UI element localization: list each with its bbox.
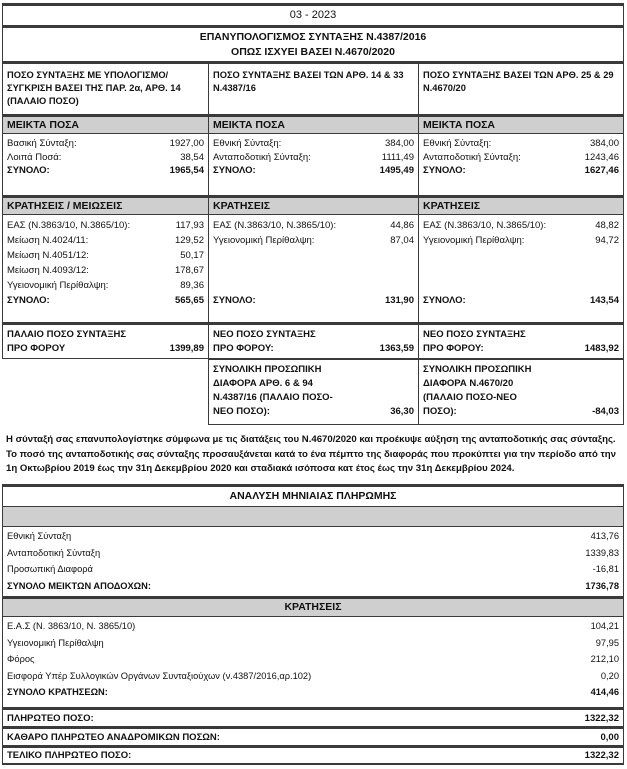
payable-amount-row	[2, 707, 624, 727]
period-header	[2, 3, 624, 26]
diff-label-line: ΣΥΝΟΛΙΚΗ ΠΡΟΣΩΠΙΚΗ	[423, 364, 532, 375]
row-label: Ανταποδοτική Σύνταξη:	[423, 151, 521, 163]
row-label: ΣΥΝΟΛΟ:	[213, 165, 256, 176]
column-2-heading: ΠΟΣΟ ΣΥΝΤΑΞΗΣ ΒΑΣΕΙ ΤΩΝ ΑΡΘ. 14 & 33 Ν.4387/16	[208, 61, 419, 115]
row-label: Υγειονομική Περίθαλψη	[7, 637, 104, 648]
gross-row	[213, 137, 414, 151]
row-value: -16,81	[592, 564, 619, 574]
gross-total-row	[423, 164, 619, 178]
empty-row	[213, 263, 414, 278]
row-label: Προσωπική Διαφορά	[7, 564, 93, 574]
diff-label-line: ΔΙΑΦΟΡΑ Ν.4670/20	[423, 378, 514, 389]
row-label: ΕΑΣ (Ν.3863/10, Ν.3865/10):	[423, 220, 547, 231]
deductions-total-row	[213, 293, 414, 308]
analysis-deduction-row	[7, 618, 619, 635]
row-value: 1322,32	[584, 712, 619, 724]
title-line-2: ΟΠΩΣ ΙΣΧΥΕΙ ΒΑΣΕΙ Ν.4670/2020	[231, 46, 395, 58]
row-value: 87,04	[390, 235, 414, 246]
gross-total-row	[7, 164, 204, 178]
net-value: 1399,89	[169, 343, 204, 354]
analysis-gross-section	[2, 526, 624, 597]
deductions-total-row	[423, 293, 619, 308]
net-label-line-1: ΝΕΟ ΠΟΣΟ ΣΥΝΤΑΞΗΣ	[213, 329, 316, 340]
diff-label-line: Ν.4387/16 (ΠΑΛΑΙΟ ΠΟΣΟ-	[213, 392, 333, 403]
diff-label-line: ΔΙΑΦΟΡΑ ΑΡΘ. 6 & 94	[213, 378, 313, 389]
analysis-header	[2, 484, 624, 507]
period-label: 03 - 2023	[289, 9, 337, 21]
recalculation-note: Η σύνταξή σας επανυπολογίστηκε σύμφωνα με τις διατάξεις του Ν.4670/2020 και προέκυψε αύξηση της ανταποδοτικής σας σύνταξης. Το ποσό της ανταποδοτικής σας σύνταξης προσαυξάνεται κατά το ένα πέμπτο της διαφοράς που προκύπτει για την περίοδο από την 1η Οκτωβρίου 2019 έως την 31η Δεκεμβρίου 2020 και σταδιακά ισόποσα κατ έτος έως την 31η Δεκεμβρίου 2024.	[6, 434, 616, 474]
row-value: 212,10	[590, 654, 619, 664]
analysis-gray-bar	[2, 506, 624, 527]
retroactive-amount-row	[2, 726, 624, 746]
gross-row	[423, 137, 619, 151]
row-value: 413,76	[590, 531, 619, 541]
deductions-total-row	[7, 293, 204, 308]
column-1-net-amount	[2, 322, 209, 359]
row-label: ΕΑΣ (Ν.3863/10, Ν.3865/10):	[7, 220, 131, 231]
row-label: Υγειονομική Περίθαλψη:	[7, 280, 109, 291]
row-value: 38,54	[180, 151, 204, 163]
gross-row	[423, 151, 619, 165]
document-title	[2, 25, 624, 62]
gross-row	[7, 137, 204, 151]
row-label: Μείωση Ν.4051/12:	[7, 250, 89, 261]
row-label: Μείωση Ν.4093/12:	[7, 265, 89, 276]
row-label: Εθνική Σύνταξη	[7, 531, 72, 541]
deduction-row	[423, 218, 619, 233]
row-label: ΣΥΝΟΛΟ:	[213, 295, 256, 306]
row-value: 131,90	[384, 295, 414, 306]
column-1-gross-section	[2, 133, 209, 196]
row-label: Ανταποδοτική Σύνταξη:	[213, 151, 311, 163]
row-label: Εθνική Σύνταξη:	[423, 138, 492, 149]
diff-value: 36,30	[390, 406, 414, 417]
empty-row	[213, 278, 414, 293]
row-value: 129,52	[174, 235, 204, 246]
row-label: Υγειονομική Περίθαλψη:	[423, 235, 525, 246]
analysis-deductions-title: ΚΡΑΤΗΣΕΙΣ	[284, 601, 342, 613]
row-label: ΣΥΝΟΛΟ ΜΕΙΚΤΩΝ ΑΠΟΔΟΧΩΝ:	[7, 580, 151, 591]
analysis-title: ΑΝΑΛΥΣΗ ΜΗΝΙΑΙΑΣ ΠΛΗΡΩΜΗΣ	[229, 490, 397, 502]
analysis-row	[7, 545, 619, 562]
column-3-deductions-title: ΚΡΑΤΗΣΕΙΣ	[418, 195, 624, 215]
net-label-line-1: ΠΑΛΑΙΟ ΠΟΣΟ ΣΥΝΤΑΞΗΣ	[7, 329, 127, 340]
column-2-gross-section	[208, 133, 419, 196]
diff-row	[423, 405, 619, 419]
row-label: Λοιπά Ποσά:	[7, 151, 62, 163]
net-label-line-1: ΝΕΟ ΠΟΣΟ ΣΥΝΤΑΞΗΣ	[423, 329, 526, 340]
row-value: 1965,54	[169, 165, 204, 176]
analysis-deductions-total-row	[7, 684, 619, 701]
row-value: 565,65	[174, 295, 204, 306]
gross-row	[7, 151, 204, 165]
row-value: 1111,49	[381, 151, 414, 163]
row-value: 1495,49	[379, 165, 414, 176]
net-row	[423, 342, 619, 356]
column-3-deductions-section	[418, 214, 624, 323]
deduction-row	[7, 263, 204, 278]
row-value: 44,86	[390, 220, 414, 231]
row-label: ΣΥΝΟΛΟ ΚΡΑΤΗΣΕΩΝ:	[7, 687, 108, 697]
deduction-row	[213, 233, 414, 248]
column-2-deductions-section	[208, 214, 419, 323]
column-1-heading: ΠΟΣΟ ΣΥΝΤΑΞΗΣ ΜΕ ΥΠΟΛΟΓΙΣΜΟ/ ΣΥΓΚΡΙΣΗ ΒΑΣΕΙ ΤΗΣ ΠΑΡ. 2α, ΑΡΘ. 14 (ΠΑΛΑΙΟ ΠΟΣΟ)	[2, 61, 209, 115]
row-label: ΕΑΣ (Ν.3863/10, Ν.3865/10):	[213, 220, 337, 231]
net-value: 1483,92	[584, 343, 619, 354]
diff-label-line: (ΠΑΛΑΙΟ ΠΟΣΟ-ΝΕΟ	[423, 392, 517, 403]
row-value: 1927,00	[169, 138, 204, 149]
row-value: 414,46	[590, 687, 619, 697]
row-value: 117,93	[175, 220, 204, 231]
empty-row	[213, 248, 414, 263]
empty-row	[423, 263, 619, 278]
analysis-deductions-section	[2, 616, 624, 708]
column-1-gross-title: ΜΕΙΚΤΑ ΠΟΣΑ	[2, 114, 209, 134]
column-3-personal-difference	[418, 358, 624, 425]
diff-label-line: ΠΟΣΟ):	[423, 406, 457, 417]
column-2-deductions-title: ΚΡΑΤΗΣΕΙΣ	[208, 195, 419, 215]
analysis-deduction-row	[7, 651, 619, 668]
deduction-row	[7, 218, 204, 233]
net-label-line-2: ΠΡΟ ΦΟΡΟΥ:	[213, 343, 274, 354]
row-value: 89,36	[180, 280, 204, 291]
row-value: 143,54	[589, 295, 619, 306]
column-2-gross-title: ΜΕΙΚΤΑ ΠΟΣΑ	[208, 114, 419, 134]
analysis-deduction-row	[7, 635, 619, 652]
net-label-line-2: ΠΡΟ ΦΟΡΟΥ	[7, 343, 66, 354]
deduction-row	[7, 248, 204, 263]
empty-row	[423, 278, 619, 293]
row-label: Εισφορά Υπέρ Συλλογικών Οργάνων Συνταξιούχων (ν.4387/2016,αρ.102)	[7, 670, 312, 681]
row-value: 1339,83	[585, 547, 619, 558]
row-label: Ε.Α.Σ (Ν. 3863/10, Ν. 3865/10)	[7, 621, 136, 631]
analysis-deductions-header	[2, 596, 624, 617]
column-1-deductions-title: ΚΡΑΤΗΣΕΙΣ / ΜΕΙΩΣΕΙΣ	[2, 195, 209, 215]
row-label: ΤΕΛΙΚΟ ΠΛΗΡΩΤΕΟ ΠΟΣΟ:	[7, 750, 132, 761]
title-line-1: ΕΠΑΝΥΠΟΛΟΓΙΣΜΟΣ ΣΥΝΤΑΞΗΣ Ν.4387/2016	[199, 31, 427, 43]
deduction-row	[213, 218, 414, 233]
diff-value: -84,03	[592, 406, 619, 417]
gross-total-row	[213, 164, 414, 178]
row-value: 384,00	[384, 138, 414, 149]
row-label: ΣΥΝΟΛΟ:	[7, 165, 50, 176]
row-value: 94,72	[595, 235, 619, 246]
deduction-row	[7, 233, 204, 248]
analysis-deduction-row	[7, 668, 619, 685]
row-value: 1736,78	[585, 580, 619, 591]
row-value: 0,20	[600, 670, 619, 681]
column-3-heading: ΠΟΣΟ ΣΥΝΤΑΞΗΣ ΒΑΣΕΙ ΤΩΝ ΑΡΘ. 25 & 29 Ν.4670/20	[418, 61, 624, 115]
analysis-row	[7, 528, 619, 545]
net-row	[7, 342, 204, 356]
deduction-row	[7, 278, 204, 293]
row-label: ΣΥΝΟΛΟ:	[423, 295, 466, 306]
row-value: 97,95	[595, 637, 619, 648]
analysis-row	[7, 561, 619, 578]
deduction-row	[423, 233, 619, 248]
row-label: ΠΛΗΡΩΤΕΟ ΠΟΣΟ:	[7, 712, 94, 724]
row-label: Εθνική Σύνταξη:	[213, 138, 282, 149]
final-payable-amount-row	[2, 745, 624, 765]
row-value: 104,21	[590, 621, 619, 631]
empty-row	[423, 248, 619, 263]
column-3-gross-section	[418, 133, 624, 196]
column-3-gross-title: ΜΕΙΚΤΑ ΠΟΣΑ	[418, 114, 624, 134]
row-label: ΣΥΝΟΛΟ:	[7, 295, 50, 306]
row-value: 48,82	[595, 220, 619, 231]
column-1-deductions-section	[2, 214, 209, 323]
column-2-personal-difference	[208, 358, 419, 425]
row-label: Μείωση Ν.4024/11:	[7, 235, 89, 246]
row-label: Βασική Σύνταξη:	[7, 138, 77, 149]
net-row	[213, 342, 414, 356]
row-value: 384,00	[589, 138, 619, 149]
row-label: ΣΥΝΟΛΟ:	[423, 165, 466, 176]
row-label: Ανταποδοτική Σύνταξη	[7, 547, 101, 558]
diff-label-line: ΣΥΝΟΛΙΚΗ ΠΡΟΣΩΠΙΚΗ	[213, 364, 322, 375]
diff-label-line: ΝΕΟ ΠΟΣΟ):	[213, 406, 270, 417]
row-label: ΚΑΘΑΡΟ ΠΛΗΡΩΤΕΟ ΑΝΑΔΡΟΜΙΚΩΝ ΠΟΣΩΝ:	[7, 731, 220, 743]
row-value: 0,00	[600, 731, 619, 743]
row-label: Φόρος	[7, 654, 35, 664]
row-label: Υγειονομική Περίθαλψη:	[213, 235, 315, 246]
net-value: 1363,59	[379, 343, 414, 354]
row-value: 1322,32	[584, 750, 619, 761]
row-value: 1627,46	[584, 165, 619, 176]
column-2-net-amount	[208, 322, 419, 359]
column-3-net-amount	[418, 322, 624, 359]
row-value: 1243,46	[584, 151, 619, 163]
diff-row	[213, 405, 414, 419]
net-label-line-2: ΠΡΟ ΦΟΡΟΥ:	[423, 343, 484, 354]
row-value: 178,67	[174, 265, 204, 276]
analysis-total-row	[7, 578, 619, 595]
gross-row	[213, 151, 414, 165]
row-value: 50,17	[180, 250, 204, 261]
